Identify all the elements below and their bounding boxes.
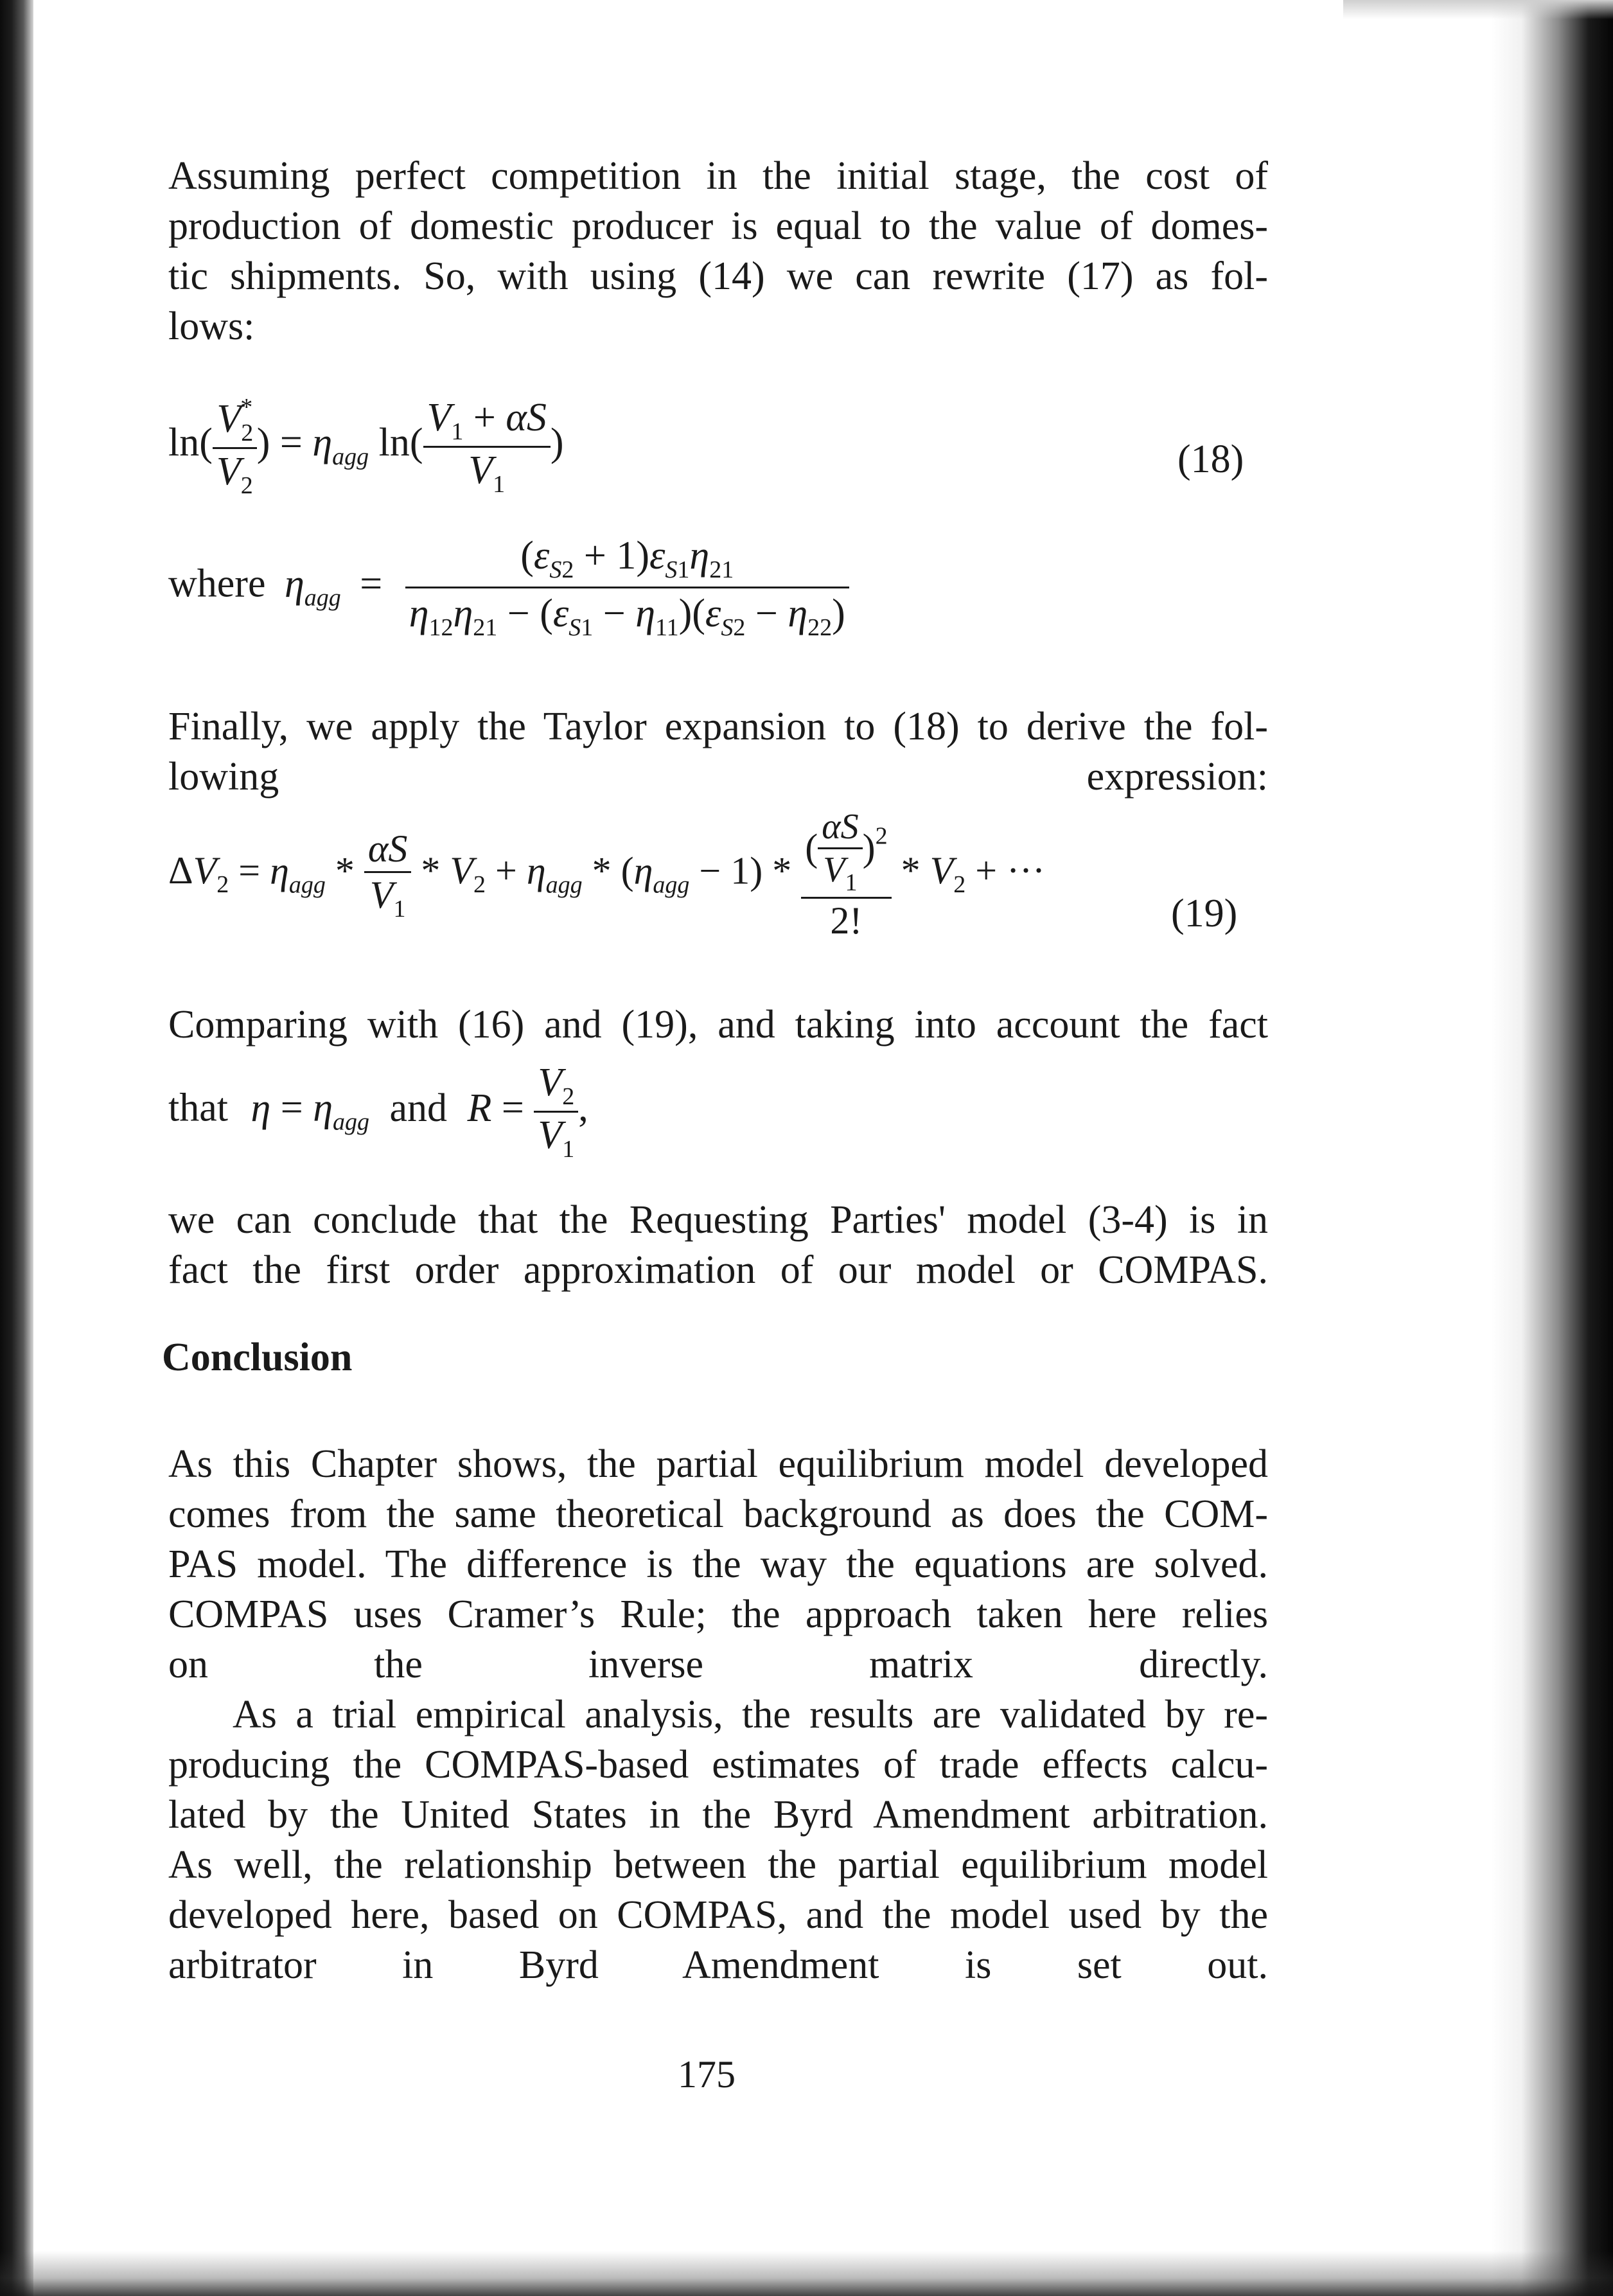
- text-line: As a trial empirical analysis, the results are validated by re-: [233, 1693, 1268, 1736]
- paragraph-chapter-summary: [168, 1439, 1268, 1690]
- and-label: and: [389, 1086, 448, 1130]
- text-line: comes from the same theoretical background as does the COM-: [168, 1492, 1268, 1536]
- text-line: Finally, we apply the Taylor expansion to (18) to derive the fol-: [168, 705, 1268, 748]
- paragraph-empirical: [168, 1690, 1268, 1990]
- text-line: As well, the relationship between the partial equilibrium model: [168, 1843, 1268, 1887]
- text-line: COMPAS uses Cramer’s Rule; the approach taken here relies: [168, 1593, 1268, 1636]
- text-line: production of domestic producer is equal to the value of domes-: [168, 204, 1268, 248]
- that-label: that: [168, 1086, 228, 1130]
- text-line: on the inverse matrix directly.: [168, 1643, 1268, 1686]
- equation-19: $\Delta V_2 = \eta_{agg}$ * $\frac{\alpha S}{V_1}$ * $V_2 + \eta_{agg} * (\eta_{agg} - 1)$ * ( $\frac{\alpha S}{V_1}$ )$^2$ 2! * $V_2$ + ···: [168, 807, 1046, 942]
- text-line: tic shipments. So, with using (14) we can rewrite (17) as fol-: [168, 254, 1268, 298]
- section-heading: Conclusion: [162, 1336, 353, 1379]
- text-line: PAS model. The difference is the way the equations are solved.: [168, 1542, 1268, 1586]
- equation-18: ln( $\frac{V_2^*}{V_2}$ ) = $\eta_{agg}$ ln( $\frac{V_1 + \alpha S}{V_1}$ ): [168, 394, 564, 499]
- paragraph-taylor: [168, 702, 1268, 802]
- text-line: lowing expression:: [168, 755, 1268, 799]
- text-line: fact the first order approximation of our model or COMPAS.: [168, 1248, 1268, 1292]
- equation-number-18: (18): [1177, 437, 1244, 481]
- text-line: producing the COMPAS-based estimates of trade effects calcu-: [168, 1743, 1268, 1787]
- equation-number-19: (19): [1171, 892, 1238, 935]
- paragraph-intro: [168, 151, 1268, 351]
- inline-definitions: that $\eta = \eta_{agg}$ and R = $\frac{V_2}{V_1}$ ,: [168, 1061, 588, 1163]
- eta-agg-definition: where $\eta_{agg}$ = $\frac{(\varepsilon_{S2} + 1)\varepsilon_{S1}\eta_{21}}{\eta_{12}\eta_{21} - (\varepsilon_{S1} - \eta_{11})(\varepsilon_{S2} - \eta_{22})}$: [168, 533, 849, 642]
- text-line: lated by the United States in the Byrd Amendment arbitration.: [168, 1793, 1268, 1837]
- text-line: lows:: [168, 305, 255, 348]
- text-line: we can conclude that the Requesting Parties' model (3-4) is in: [168, 1198, 1268, 1242]
- text-line: Assuming perfect competition in the initial stage, the cost of: [168, 154, 1268, 198]
- page-number: 175: [678, 2053, 736, 2096]
- text-line: developed here, based on COMPAS, and the model used by the: [168, 1893, 1268, 1937]
- text-line: arbitrator in Byrd Amendment is set out.: [168, 1943, 1268, 1987]
- paragraph-comparing: [168, 1000, 1268, 1050]
- text-line: Comparing with (16) and (19), and taking into account the fact: [168, 1003, 1268, 1046]
- paragraph-conclusion-model: [168, 1195, 1268, 1295]
- where-label: where: [168, 561, 266, 606]
- text-line: As this Chapter shows, the partial equilibrium model developed: [168, 1442, 1268, 1486]
